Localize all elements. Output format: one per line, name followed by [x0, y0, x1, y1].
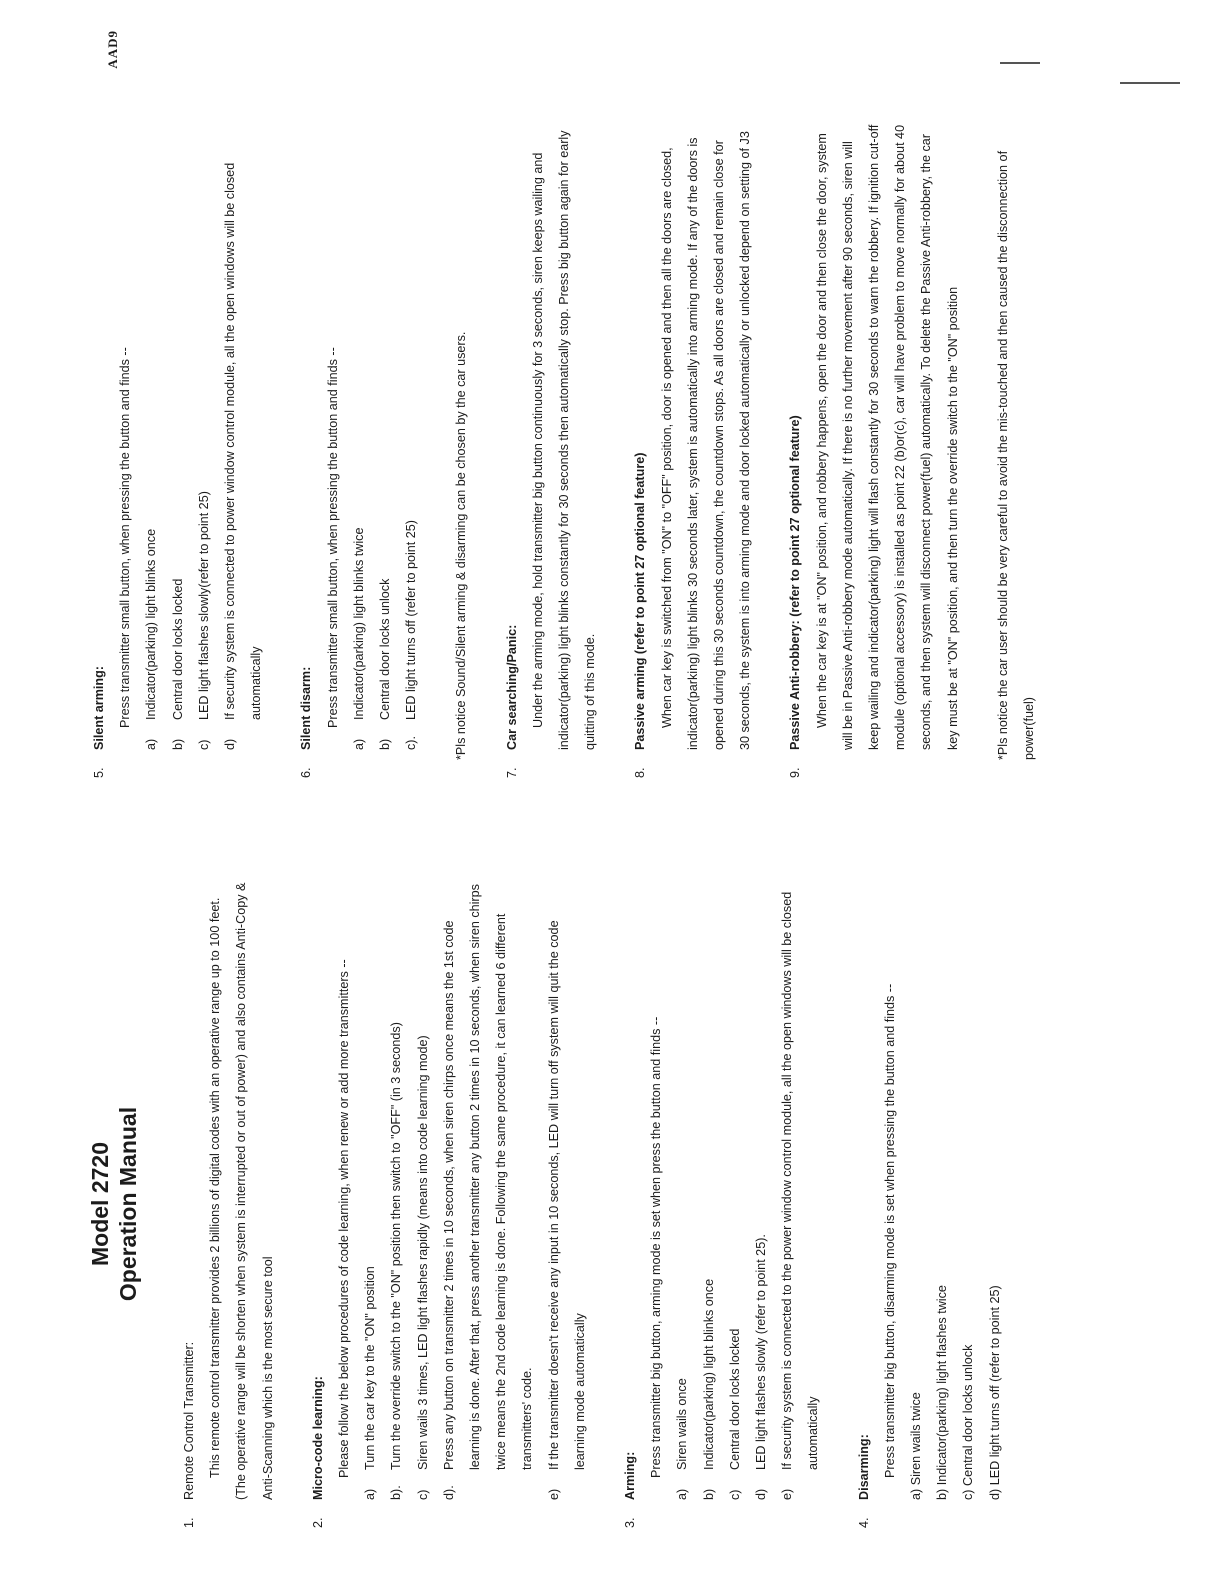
list-item	[410, 874, 436, 1500]
section-number: 4.	[856, 1517, 871, 1528]
section-number: 8.	[633, 767, 648, 778]
section-number: 5.	[92, 767, 106, 778]
note-text: *Pls notice the car user should be very careful to avoid the mis-touched and then caused the disconnection of power(fuel)	[995, 150, 1037, 760]
document-subtitle: Operation Manual	[115, 1106, 141, 1302]
list-text: LED light flashes slowly (refer to point 25).	[754, 1234, 769, 1470]
list-text: Indicator(parking) light blinks once	[701, 1278, 716, 1470]
list-marker: b)	[170, 738, 185, 750]
section-heading: Silent disarm:	[299, 666, 314, 750]
section-number: 1.	[182, 1517, 196, 1528]
list-marker: c)	[196, 739, 211, 750]
section-number: 3.	[623, 1517, 638, 1528]
section-heading: Arming:	[623, 1451, 638, 1500]
section-heading: Micro-code learning:	[310, 1376, 325, 1500]
list-item	[398, 124, 424, 750]
section-heading: Car searching/Panic:	[504, 624, 519, 750]
section-disarming	[851, 874, 1008, 1534]
list-text: Indicator(parking) light blinks once	[144, 528, 159, 720]
section-number: 2.	[310, 1517, 325, 1528]
section-intro: Please follow the below procedures of code learning, when renew or add more transmitters --	[337, 959, 352, 1478]
list-item	[436, 874, 541, 1500]
list-marker: b)	[378, 738, 393, 750]
section-body: When the car key is at "ON" position, and robbery happens, open the door and then close the door, system will be in Passive Anti-robbery mode automatically. If there is no further movement after 90 seconds, siren will keep wailing and indicator(parking) light will flash constantly for 30 seconds to warn the robbery. If ignition cut-off module (optional accessory) is installed as point 22 (b)or(c), car will have problem to move normally for about 40 seconds, and then system will disconnect power(fuel) automatically. To delete the Passive Anti-robbery, the car key must be at "ON" position, and then turn the override switch to the "ON" position	[814, 124, 960, 750]
list-marker: a)	[363, 1488, 378, 1500]
scan-artifact	[1120, 82, 1180, 84]
section-intro: Press transmitter small button, when pressing the button and finds --	[118, 347, 133, 728]
section-number: 6.	[299, 767, 314, 778]
list-marker: d)	[223, 738, 238, 750]
section-heading: Remote Control Transmitter:	[182, 1341, 196, 1500]
section-heading: Disarming:	[856, 1434, 871, 1500]
section-body: When car key is switched from "ON" to "OFF" position, door is opened and then all the doors are closed, indicator(parking) light blinks 30 seconds later, system is automatically into arming mode. If any of the doors is opened during this 30 seconds countdown, the countdown stops. As all doors are closed and remain close for 30 seconds, the system is into arming mode and door locked automatically or unlocked depend on setting of J3	[659, 131, 753, 750]
list-text: Central door locks locked	[727, 1328, 742, 1470]
list-item: b) Indicator(parking) light flashes twice	[935, 1285, 950, 1500]
section-silent-disarm	[293, 124, 424, 784]
list-text: If security system is connected to power window control module, all the open windows will be closed automatically	[223, 162, 264, 720]
list-item	[722, 874, 748, 1500]
list-text: Turn the override switch to the "ON" position then switch to "OFF" (in 3 seconds)	[389, 1022, 404, 1470]
list-item: d) LED light turns off (refer to point 25)	[987, 1285, 1002, 1500]
list-item	[138, 124, 164, 750]
list-item	[669, 874, 695, 1500]
list-item	[357, 874, 383, 1500]
section-micro-code-learning	[305, 874, 593, 1534]
list-item: a) Siren wails twice	[909, 1392, 924, 1500]
list-marker: c)	[415, 1489, 430, 1500]
left-sections	[176, 874, 1008, 1534]
note-anti-robbery	[990, 124, 1042, 784]
note-text: *Pls notice Sound/Silent arming & disarming can be chosen by the car users.	[454, 331, 469, 760]
list-marker: c)	[727, 1489, 742, 1500]
document-code: AAD9	[105, 30, 120, 69]
section-passive-arming	[627, 124, 758, 784]
list-text: If the transmitter doesn't receive any input in 10 seconds, LED will turn off system will quit the code learning mode automatically	[546, 920, 587, 1470]
note-sound-silent	[448, 124, 474, 784]
list-marker: b).	[389, 1485, 404, 1500]
section-heading: Passive Anti-robbery: (refer to point 27 optional feature)	[788, 415, 803, 750]
section-intro: Press transmitter big button, disarming mode is set when pressing the button and finds --	[882, 983, 897, 1478]
list-marker: a)	[144, 738, 159, 750]
section-arming	[617, 874, 827, 1534]
list-marker: a)	[675, 1488, 690, 1500]
list-text: Central door locks unlock	[378, 578, 393, 720]
list-text: If security system is connected to the power window control module, all the open windows will be closed automatically	[780, 891, 821, 1470]
list-marker: d)	[754, 1488, 769, 1500]
list-item	[748, 874, 774, 1500]
document-title: Model 2720	[87, 1142, 113, 1266]
list-item	[541, 874, 593, 1500]
list-marker: d).	[441, 1485, 456, 1500]
scan-artifact	[1000, 62, 1040, 64]
list-item: c) Central door locks unlock	[961, 1344, 976, 1500]
list-item	[383, 874, 409, 1500]
title-block	[86, 874, 142, 1534]
list-marker: e)	[546, 1488, 561, 1500]
list-item	[346, 124, 372, 750]
section-heading: Silent arming:	[92, 666, 106, 750]
list-text: LED light flashes slowly(refer to point 25)	[196, 491, 211, 720]
list-marker: b)	[701, 1488, 716, 1500]
list-item	[165, 124, 191, 750]
list-marker: e)	[780, 1488, 795, 1500]
list-marker: a)	[351, 738, 366, 750]
section-heading: Passive arming (refer to point 27 optional feature)	[633, 452, 648, 750]
list-text: Turn the car key to the "ON" position	[363, 1266, 378, 1470]
list-item	[774, 874, 826, 1500]
list-marker: c).	[404, 736, 419, 750]
section-car-searching-panic	[499, 124, 604, 784]
section-intro: Press transmitter big button, arming mode is set when press the button and finds --	[649, 1016, 664, 1478]
list-item	[696, 874, 722, 1500]
list-text: Indicator(parking) light blinks twice	[351, 527, 366, 720]
list-text: Press any button on transmitter 2 times in 10 seconds, when siren chirps once means the 1st code learning is done. After that, press another transmitter any button 2 times in 10 seconds, when siren chirps twice means the 2nd code learning is done. Following the same procedure, it can learned 6 different transmitters' code.	[441, 884, 535, 1470]
section-remote-control-transmitter	[176, 874, 281, 1534]
section-body: Under the arming mode, hold transmitter big button continuously for 3 seconds, siren keeps wailing and indicator(parking) light blinks constantly for 30 seconds then automatically stop. Press big button again for early quitting of this mode.	[530, 130, 598, 750]
list-item	[191, 124, 217, 750]
right-sections	[86, 124, 1042, 784]
section-number: 7.	[504, 767, 519, 778]
section-body: This remote control transmitter provides 2 billions of digital codes with an operative range up to 100 feet. (The operative range will be shorten when system is interrupted or out of power) and also contains Anti-Copy & Anti-Scanning which is the most secure tool	[208, 882, 275, 1500]
list-text: Siren wails 3 times, LED light flashes rapidly (means into code learning mode)	[415, 1035, 430, 1470]
section-number: 9.	[788, 767, 803, 778]
list-item	[217, 124, 269, 750]
section-passive-anti-robbery	[782, 124, 965, 784]
section-intro: Press transmitter small button, when pressing the button and finds --	[325, 347, 340, 728]
list-text: Siren wails once	[675, 1378, 690, 1470]
section-silent-arming	[86, 124, 269, 784]
list-text: LED light turns off (refer to point 25)	[404, 520, 419, 720]
list-item	[372, 124, 398, 750]
list-text: Central door locks locked	[170, 578, 185, 720]
